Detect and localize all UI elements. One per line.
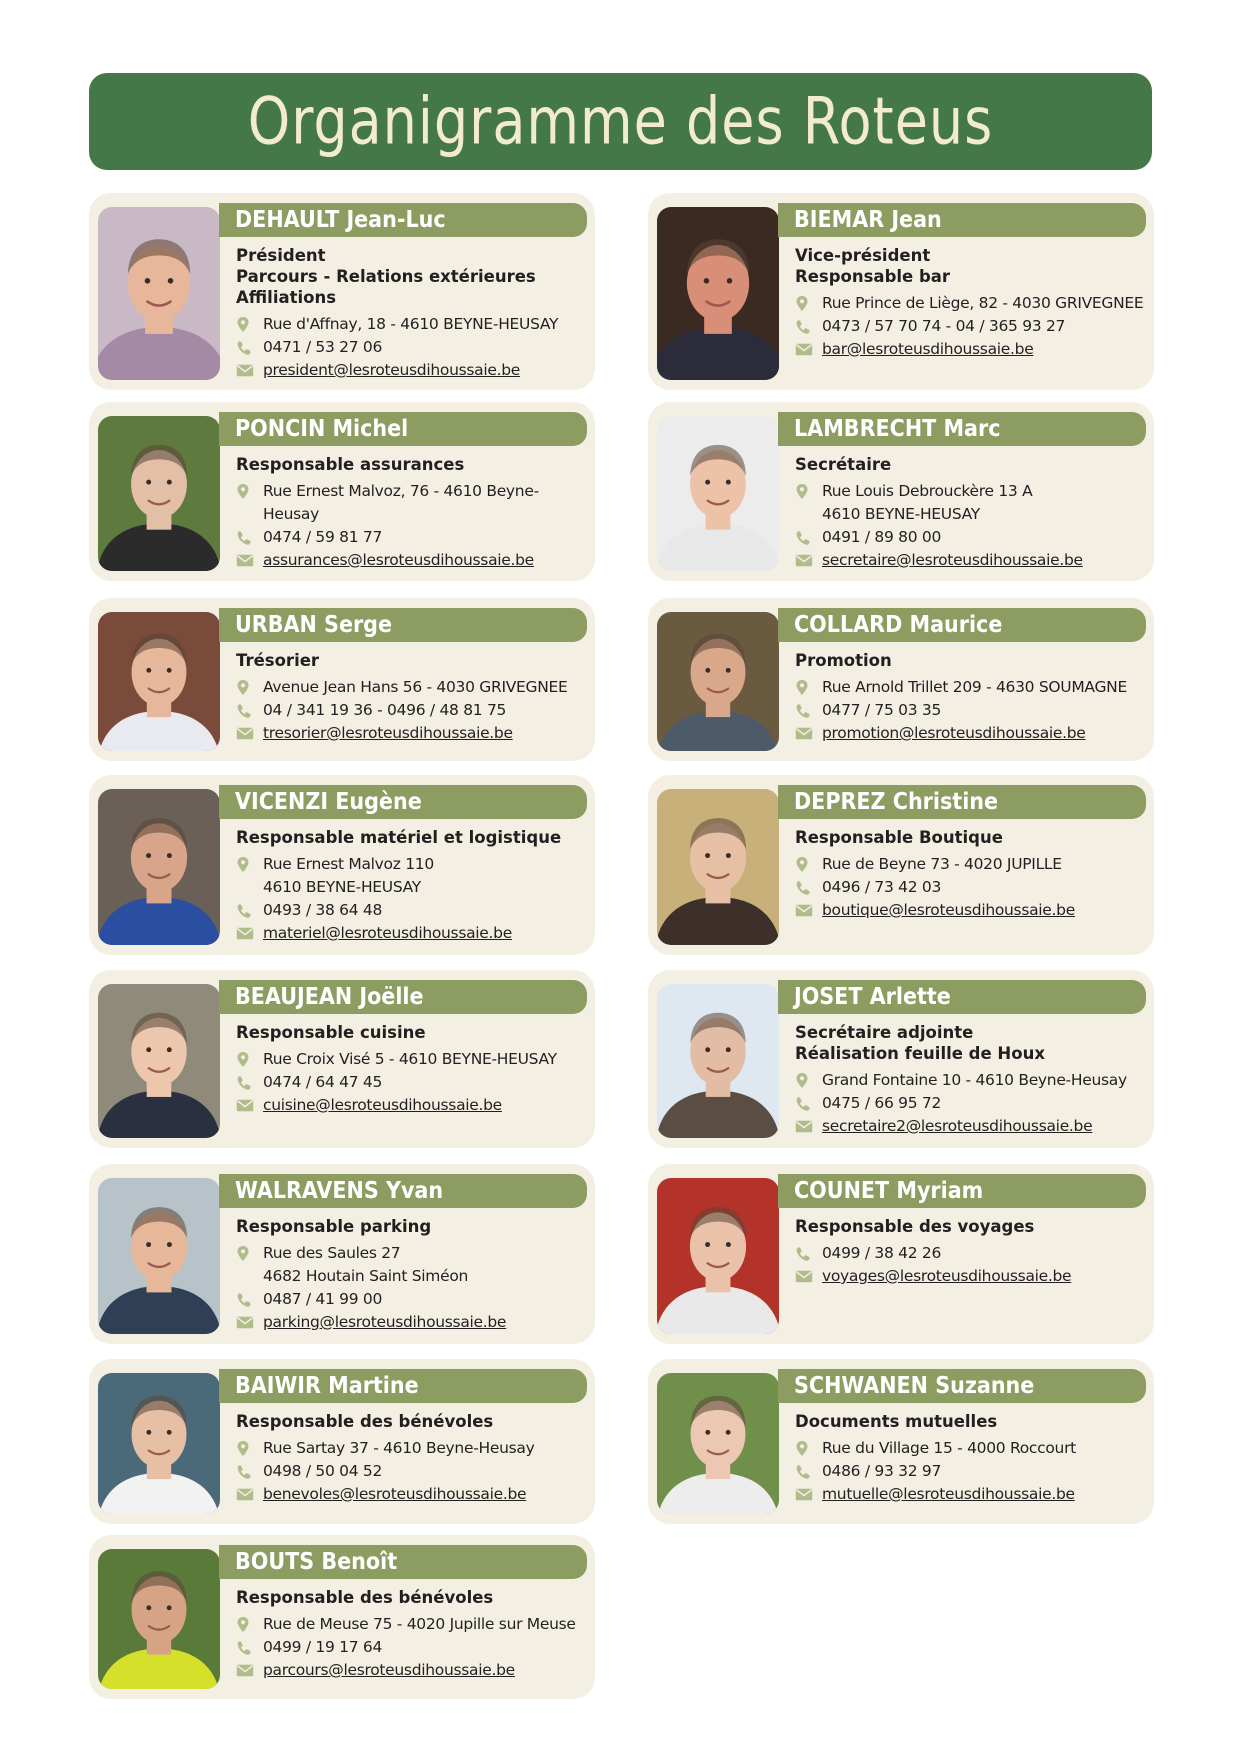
member-email-link[interactable]: president@lesroteusdihoussaie.be: [263, 361, 520, 379]
member-address: Grand Fontaine 10 - 4610 Beyne-Heusay: [822, 1071, 1127, 1089]
envelope-icon: [236, 727, 254, 740]
member-address: Rue Ernest Malvoz 110 4610 BEYNE-HEUSAY: [263, 855, 434, 896]
member-address: Rue de Meuse 75 - 4020 Jupille sur Meuse: [263, 1615, 576, 1633]
member-info: [236, 1411, 589, 1506]
member-card: [89, 402, 595, 581]
member-role: Vice-président: [795, 246, 931, 265]
member-photo-frame: [98, 416, 220, 571]
member-roles: [795, 827, 1148, 848]
phone-line: [236, 336, 589, 359]
member-phone: 0499 / 19 17 64: [263, 1638, 383, 1656]
member-photo: [98, 1549, 220, 1689]
phone-line: [236, 1460, 589, 1483]
member-phone: 0471 / 53 27 06: [263, 338, 383, 356]
member-card: [89, 970, 595, 1148]
email-line: [795, 549, 1148, 572]
member-name: WALRAVENS Yvan: [219, 1174, 587, 1208]
member-photo: [657, 416, 779, 571]
member-photo: [657, 612, 779, 751]
address-line: [795, 853, 1148, 876]
phone-line: [795, 526, 1148, 549]
member-card: [89, 598, 595, 761]
envelope-icon: [795, 727, 813, 740]
member-role: Parcours - Relations extérieures: [236, 267, 536, 286]
member-role: Affiliations: [236, 288, 337, 307]
member-email-link[interactable]: voyages@lesroteusdihoussaie.be: [822, 1267, 1072, 1285]
member-roles: [236, 650, 589, 671]
phone-line: [236, 899, 589, 922]
member-card: [89, 775, 595, 955]
member-photo-frame: [98, 789, 220, 945]
address-line: [236, 480, 589, 526]
location-pin-icon: [236, 856, 250, 873]
member-name: VICENZI Eugène: [219, 785, 587, 819]
member-roles: [795, 650, 1148, 671]
location-pin-icon: [795, 1072, 809, 1089]
phone-icon: [795, 880, 811, 896]
envelope-icon: [236, 1664, 254, 1677]
member-photo-frame: [657, 1178, 779, 1334]
member-role: Secrétaire adjointe: [795, 1023, 974, 1042]
email-line: [236, 1311, 589, 1334]
member-address: Rue Ernest Malvoz, 76 - 4610 Beyne-Heusay: [263, 482, 539, 523]
member-card: [648, 1359, 1154, 1524]
envelope-icon: [795, 554, 813, 567]
member-photo: [98, 984, 220, 1138]
address-line: [236, 1613, 589, 1636]
email-line: [236, 1659, 589, 1682]
member-info: [236, 245, 589, 382]
address-line: [236, 853, 589, 899]
member-phone: 0473 / 57 70 74 - 04 / 365 93 27: [822, 317, 1066, 335]
member-card: [648, 598, 1154, 761]
phone-line: [795, 876, 1148, 899]
member-phone: 0474 / 59 81 77: [263, 528, 383, 546]
member-info: [795, 1022, 1148, 1138]
address-line: [795, 676, 1148, 699]
member-name: COLLARD Maurice: [778, 608, 1146, 642]
member-role: Responsable matériel et logistique: [236, 828, 562, 847]
member-role: Président: [236, 246, 326, 265]
member-email-link[interactable]: promotion@lesroteusdihoussaie.be: [822, 724, 1086, 742]
member-roles: [236, 454, 589, 475]
member-roles: [795, 245, 1148, 287]
phone-line: [236, 1636, 589, 1659]
member-role: Responsable des voyages: [795, 1217, 1035, 1236]
member-role: Réalisation feuille de Houx: [795, 1044, 1045, 1063]
member-address: Rue Croix Visé 5 - 4610 BEYNE-HEUSAY: [263, 1050, 557, 1068]
member-name: SCHWANEN Suzanne: [778, 1369, 1146, 1403]
member-role: Documents mutuelles: [795, 1412, 998, 1431]
phone-icon: [795, 319, 811, 335]
member-photo-frame: [657, 416, 779, 571]
member-address: Rue Louis Debrouckère 13 A 4610 BEYNE-HEUSAY: [822, 482, 1033, 523]
envelope-icon: [236, 1099, 254, 1112]
email-line: [236, 1094, 589, 1117]
member-role: Responsable Boutique: [795, 828, 1003, 847]
location-pin-icon: [795, 1440, 809, 1457]
member-photo-frame: [98, 612, 220, 751]
phone-icon: [236, 903, 252, 919]
member-email-link[interactable]: bar@lesroteusdihoussaie.be: [822, 340, 1034, 358]
member-email-link[interactable]: parking@lesroteusdihoussaie.be: [263, 1313, 507, 1331]
member-phone: 0491 / 89 80 00: [822, 528, 942, 546]
member-roles: [795, 454, 1148, 475]
member-name: COUNET Myriam: [778, 1174, 1146, 1208]
member-phone: 0474 / 64 47 45: [263, 1073, 383, 1091]
envelope-icon: [236, 927, 254, 940]
member-name: JOSET Arlette: [778, 980, 1146, 1014]
member-info: [236, 1022, 589, 1117]
email-line: [795, 722, 1148, 745]
address-line: [795, 1069, 1148, 1092]
location-pin-icon: [236, 1245, 250, 1262]
location-pin-icon: [236, 679, 250, 696]
member-email-link[interactable]: assurances@lesroteusdihoussaie.be: [263, 551, 534, 569]
member-card: [648, 193, 1154, 390]
envelope-icon: [236, 554, 254, 567]
member-email-link[interactable]: boutique@lesroteusdihoussaie.be: [822, 901, 1075, 919]
email-line: [236, 922, 589, 945]
email-line: [795, 338, 1148, 361]
location-pin-icon: [795, 856, 809, 873]
envelope-icon: [795, 1120, 813, 1133]
member-roles: [236, 245, 589, 308]
member-phone: 0499 / 38 42 26: [822, 1244, 942, 1262]
location-pin-icon: [236, 1616, 250, 1633]
member-info: [795, 1411, 1148, 1506]
member-photo-frame: [98, 1373, 220, 1514]
member-photo: [657, 789, 779, 945]
member-info: [236, 650, 589, 745]
member-photo-frame: [657, 1373, 779, 1514]
member-card: [648, 1164, 1154, 1344]
member-photo-frame: [98, 984, 220, 1138]
member-address: Rue des Saules 27 4682 Houtain Saint Siméon: [263, 1244, 469, 1285]
address-line: [795, 1437, 1148, 1460]
member-photo: [657, 1178, 779, 1334]
phone-icon: [795, 703, 811, 719]
member-info: [795, 245, 1148, 361]
member-name: URBAN Serge: [219, 608, 587, 642]
member-card: [648, 970, 1154, 1148]
member-email-link[interactable]: benevoles@lesroteusdihoussaie.be: [263, 1485, 527, 1503]
phone-icon: [236, 530, 252, 546]
location-pin-icon: [795, 679, 809, 696]
member-email-link[interactable]: cuisine@lesroteusdihoussaie.be: [263, 1096, 502, 1114]
member-photo-frame: [98, 1549, 220, 1689]
address-line: [236, 676, 589, 699]
location-pin-icon: [795, 483, 809, 500]
envelope-icon: [795, 1270, 813, 1283]
member-address: Rue de Beyne 73 - 4020 JUPILLE: [822, 855, 1062, 873]
member-card: [648, 402, 1154, 581]
member-name: BIEMAR Jean: [778, 203, 1146, 237]
member-photo: [98, 207, 220, 380]
member-email-link[interactable]: materiel@lesroteusdihoussaie.be: [263, 924, 512, 942]
phone-icon: [795, 530, 811, 546]
member-roles: [795, 1411, 1148, 1432]
envelope-icon: [236, 1316, 254, 1329]
email-line: [236, 359, 589, 382]
member-photo: [98, 1373, 220, 1514]
member-photo-frame: [98, 207, 220, 380]
member-phone: 0486 / 93 32 97: [822, 1462, 942, 1480]
member-role: Responsable bar: [795, 267, 951, 286]
member-name: BAIWIR Martine: [219, 1369, 587, 1403]
location-pin-icon: [236, 316, 250, 333]
member-photo-frame: [657, 612, 779, 751]
member-name: BOUTS Benoît: [219, 1545, 587, 1579]
member-phone: 0493 / 38 64 48: [263, 901, 383, 919]
member-role: Responsable assurances: [236, 455, 465, 474]
member-card: [648, 775, 1154, 955]
location-pin-icon: [236, 483, 250, 500]
member-card: [89, 1164, 595, 1344]
envelope-icon: [795, 343, 813, 356]
phone-icon: [236, 1464, 252, 1480]
page-title: Organigramme des Roteus: [247, 83, 994, 160]
phone-line: [795, 699, 1148, 722]
member-info: [795, 1216, 1148, 1288]
member-phone: 0477 / 75 03 35: [822, 701, 942, 719]
member-roles: [236, 1587, 589, 1608]
member-address: Rue Sartay 37 - 4610 Beyne-Heusay: [263, 1439, 535, 1457]
phone-line: [236, 526, 589, 549]
phone-icon: [236, 1640, 252, 1656]
member-roles: [236, 827, 589, 848]
member-role: Promotion: [795, 651, 892, 670]
phone-line: [795, 315, 1148, 338]
phone-line: [795, 1460, 1148, 1483]
address-line: [236, 313, 589, 336]
member-role: Responsable des bénévoles: [236, 1412, 494, 1431]
member-photo: [657, 1373, 779, 1514]
member-email-link[interactable]: mutuelle@lesroteusdihoussaie.be: [822, 1485, 1075, 1503]
member-role: Responsable des bénévoles: [236, 1588, 494, 1607]
email-line: [236, 549, 589, 572]
email-line: [795, 1115, 1148, 1138]
member-phone: 0496 / 73 42 03: [822, 878, 942, 896]
member-name: DEHAULT Jean-Luc: [219, 203, 587, 237]
member-photo: [657, 984, 779, 1138]
location-pin-icon: [795, 295, 809, 312]
member-role: Responsable parking: [236, 1217, 432, 1236]
member-address: Rue Prince de Liège, 82 - 4030 GRIVEGNEE: [822, 294, 1144, 312]
email-line: [795, 1483, 1148, 1506]
envelope-icon: [795, 1488, 813, 1501]
member-name: DEPREZ Christine: [778, 785, 1146, 819]
location-pin-icon: [236, 1440, 250, 1457]
member-email-link[interactable]: tresorier@lesroteusdihoussaie.be: [263, 724, 513, 742]
member-photo: [98, 416, 220, 571]
member-roles: [795, 1022, 1148, 1064]
member-photo: [98, 789, 220, 945]
envelope-icon: [236, 364, 254, 377]
address-line: [795, 480, 1148, 526]
member-phone: 0487 / 41 99 00: [263, 1290, 383, 1308]
member-info: [236, 1216, 589, 1334]
member-roles: [236, 1022, 589, 1043]
member-role: Trésorier: [236, 651, 320, 670]
member-card: [89, 1359, 595, 1524]
email-line: [795, 899, 1148, 922]
phone-icon: [236, 1292, 252, 1308]
envelope-icon: [795, 904, 813, 917]
phone-line: [236, 1071, 589, 1094]
address-line: [236, 1242, 589, 1288]
envelope-icon: [236, 1488, 254, 1501]
member-info: [236, 1587, 589, 1682]
member-photo: [98, 612, 220, 751]
address-line: [236, 1048, 589, 1071]
title-banner: [89, 73, 1152, 170]
member-card: [89, 193, 595, 390]
phone-line: [236, 1288, 589, 1311]
member-info: [795, 827, 1148, 922]
phone-icon: [795, 1096, 811, 1112]
member-info: [236, 827, 589, 945]
member-name: PONCIN Michel: [219, 412, 587, 446]
member-roles: [795, 1216, 1148, 1237]
member-phone: 04 / 341 19 36 - 0496 / 48 81 75: [263, 701, 507, 719]
phone-icon: [236, 1075, 252, 1091]
member-info: [236, 454, 589, 572]
member-photo: [657, 207, 779, 380]
phone-icon: [795, 1246, 811, 1262]
member-photo-frame: [98, 1178, 220, 1334]
phone-icon: [795, 1464, 811, 1480]
member-email-link[interactable]: secretaire2@lesroteusdihoussaie.be: [822, 1117, 1093, 1135]
address-line: [236, 1437, 589, 1460]
member-email-link[interactable]: parcours@lesroteusdihoussaie.be: [263, 1661, 515, 1679]
member-address: Rue Arnold Trillet 209 - 4630 SOUMAGNE: [822, 678, 1127, 696]
member-photo-frame: [657, 789, 779, 945]
member-address: Avenue Jean Hans 56 - 4030 GRIVEGNEE: [263, 678, 568, 696]
address-line: [795, 292, 1148, 315]
location-pin-icon: [236, 1051, 250, 1068]
phone-line: [236, 699, 589, 722]
member-address: Rue d'Affnay, 18 - 4610 BEYNE-HEUSAY: [263, 315, 559, 333]
phone-line: [795, 1242, 1148, 1265]
member-email-link[interactable]: secretaire@lesroteusdihoussaie.be: [822, 551, 1083, 569]
member-name: BEAUJEAN Joëlle: [219, 980, 587, 1014]
phone-icon: [236, 703, 252, 719]
member-card: [89, 1535, 595, 1699]
member-info: [795, 650, 1148, 745]
email-line: [795, 1265, 1148, 1288]
member-role: Secrétaire: [795, 455, 892, 474]
member-phone: 0475 / 66 95 72: [822, 1094, 942, 1112]
member-phone: 0498 / 50 04 52: [263, 1462, 383, 1480]
member-name: LAMBRECHT Marc: [778, 412, 1146, 446]
email-line: [236, 1483, 589, 1506]
member-photo: [98, 1178, 220, 1334]
phone-icon: [236, 340, 252, 356]
member-roles: [236, 1411, 589, 1432]
member-roles: [236, 1216, 589, 1237]
phone-line: [795, 1092, 1148, 1115]
member-address: Rue du Village 15 - 4000 Roccourt: [822, 1439, 1076, 1457]
member-role: Responsable cuisine: [236, 1023, 426, 1042]
member-info: [795, 454, 1148, 572]
member-photo-frame: [657, 207, 779, 380]
member-photo-frame: [657, 984, 779, 1138]
email-line: [236, 722, 589, 745]
